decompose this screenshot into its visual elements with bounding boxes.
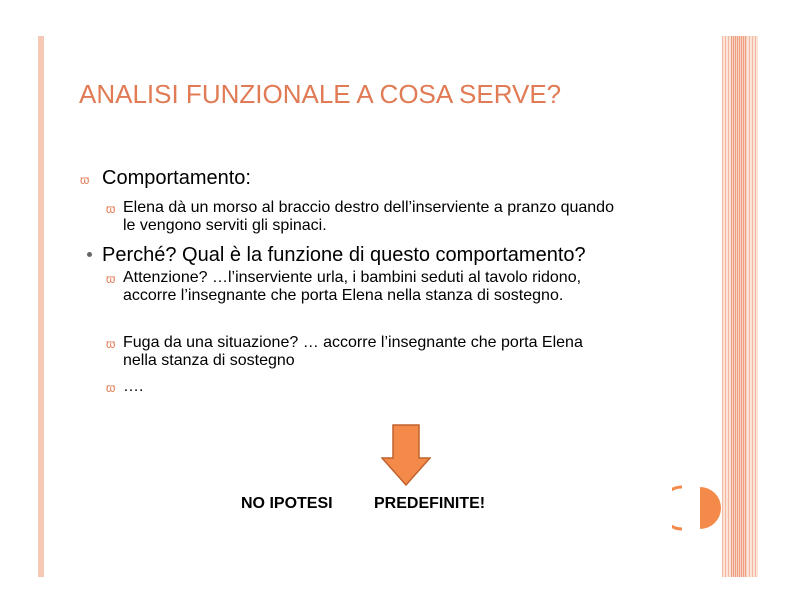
bullet-ellipsis: …. [123, 378, 144, 395]
bullet-symbol-icon: ϖ [106, 381, 116, 395]
half-circle-icon [672, 485, 724, 531]
bullet-comportamento: Comportamento: [102, 167, 251, 189]
dot-bullet-icon [87, 252, 92, 257]
bullet-symbol-icon: ϖ [106, 337, 116, 351]
down-arrow-icon [381, 424, 431, 486]
right-decorative-stripes [722, 36, 758, 577]
predefinite-text: PREDEFINITE! [374, 495, 486, 512]
bullet-symbol-icon: ϖ [80, 173, 90, 187]
bullet-perche: Perché? Qual è la funzione di questo comportamento? [102, 244, 586, 266]
bullet-comportamento-detail: Elena dà un morso al braccio destro dell’inserviente a pranzo quando le vengono serviti gli spinaci. [123, 199, 614, 234]
left-decorative-bar [38, 36, 44, 577]
bullet-symbol-icon: ϖ [106, 272, 116, 286]
slide-title: ANALISI FUNZIONALE A COSA SERVE? [79, 79, 562, 109]
bullet-attenzione: Attenzione? …l’inserviente urla, i bambini seduti al tavolo ridono, accorre l’insegnante che porta Elena nella stanza di sostegno. [123, 269, 582, 304]
right-decorative-stripes-inner [731, 36, 747, 577]
no-ipotesi-text: NO IPOTESI [241, 495, 333, 512]
bullet-fuga: Fuga da una situazione? … accorre l’insegnante che porta Elena nella stanza di sostegno [123, 334, 583, 369]
bullet-symbol-icon: ϖ [106, 202, 116, 216]
